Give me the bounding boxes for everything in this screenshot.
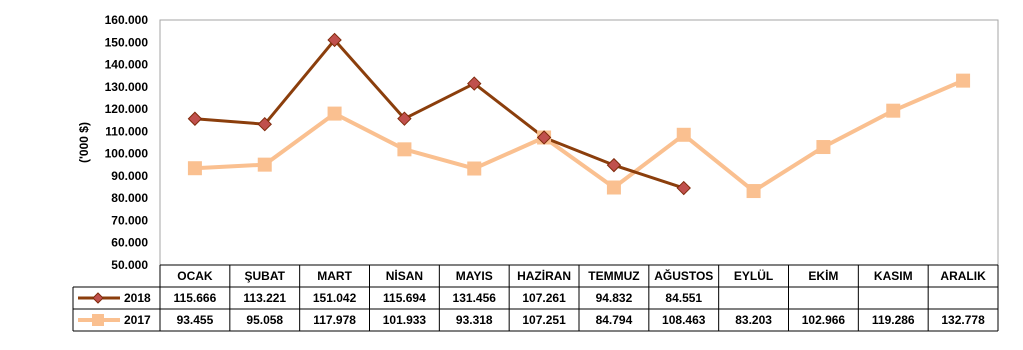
data-label-2018: 84.551 [665, 291, 703, 305]
y-tick-label: 100.000 [104, 146, 148, 161]
y-tick-label: 80.000 [111, 191, 148, 206]
data-point-2017 [816, 140, 830, 154]
data-label-2018: 151.042 [312, 291, 357, 305]
y-tick-label: 160.000 [104, 13, 148, 27]
y-axis-ticks [105, 13, 149, 272]
data-point-2018 [677, 182, 690, 195]
y-tick-label: 70.000 [111, 213, 148, 228]
y-tick-label: 50.000 [111, 258, 148, 272]
category-label: ARALIK [940, 269, 986, 283]
data-label-2018: 115.694 [383, 291, 426, 305]
category-label: TEMMUZ [588, 269, 640, 283]
category-label: MART [317, 269, 352, 283]
data-point-2018 [607, 159, 620, 172]
category-label: KASIM [873, 269, 913, 283]
data-label-2017: 93.455 [176, 313, 214, 327]
data-point-2017 [188, 161, 202, 175]
data-label-2018: 107.261 [522, 291, 566, 305]
data-point-2017 [397, 142, 411, 156]
data-label-2017: 101.933 [382, 313, 427, 327]
series-line-2017 [195, 81, 963, 191]
data-point-2017 [956, 74, 970, 88]
data-label-2018: 131.456 [452, 291, 496, 305]
legend-marker-2017 [92, 314, 104, 326]
y-tick-label: 150.000 [104, 35, 148, 50]
legend-label-2017: 2017 [124, 313, 151, 327]
data-label-2017: 84.794 [595, 313, 633, 327]
data-label-2018: 113.221 [243, 291, 287, 305]
y-tick-label: 90.000 [111, 168, 148, 183]
data-label-2018: 115.666 [173, 291, 217, 305]
category-labels [177, 268, 986, 283]
category-label: NİSAN [385, 269, 424, 283]
data-label-2017: 107.251 [522, 313, 566, 327]
data-point-2018 [188, 112, 201, 125]
data-point-2017 [677, 128, 691, 142]
y-axis-label: ('000 $) [77, 122, 91, 163]
data-label-2017: 108.463 [662, 313, 706, 327]
category-label: EKİM [808, 269, 839, 283]
data-point-2017 [886, 104, 900, 118]
data-label-2017: 102.966 [801, 313, 846, 327]
y-tick-label: 130.000 [104, 79, 148, 94]
data-label-2017: 93.318 [455, 313, 493, 327]
plot-area [160, 20, 998, 265]
category-label: AĞUSTOS [654, 269, 714, 283]
category-label: EYLÜL [733, 269, 774, 283]
y-tick-label: 140.000 [104, 57, 148, 72]
y-tick-label: 60.000 [111, 235, 148, 250]
data-label-2017: 132.778 [941, 313, 985, 327]
data-point-2017 [607, 181, 621, 195]
data-point-2017 [467, 162, 481, 176]
category-label: OCAK [177, 269, 213, 283]
legend-marker-2018 [93, 293, 103, 303]
data-label-2017: 95.058 [246, 313, 284, 327]
category-label: MAYIS [455, 269, 493, 283]
data-label-2017: 119.286 [871, 313, 915, 327]
data-point-2017 [328, 107, 342, 121]
y-tick-label: 110.000 [105, 124, 148, 139]
legend-label-2018: 2018 [124, 291, 151, 305]
category-label: ŞUBAT [244, 269, 285, 283]
y-tick-label: 120.000 [104, 102, 148, 117]
series-lines [195, 40, 963, 191]
data-point-2017 [747, 184, 761, 198]
data-label-2017: 83.203 [735, 313, 772, 327]
data-label-2017: 117.978 [313, 313, 356, 327]
data-label-2018: 94.832 [595, 291, 633, 305]
series-markers [188, 33, 970, 198]
category-label: HAZİRAN [517, 269, 572, 283]
data-point-2017 [258, 158, 272, 172]
